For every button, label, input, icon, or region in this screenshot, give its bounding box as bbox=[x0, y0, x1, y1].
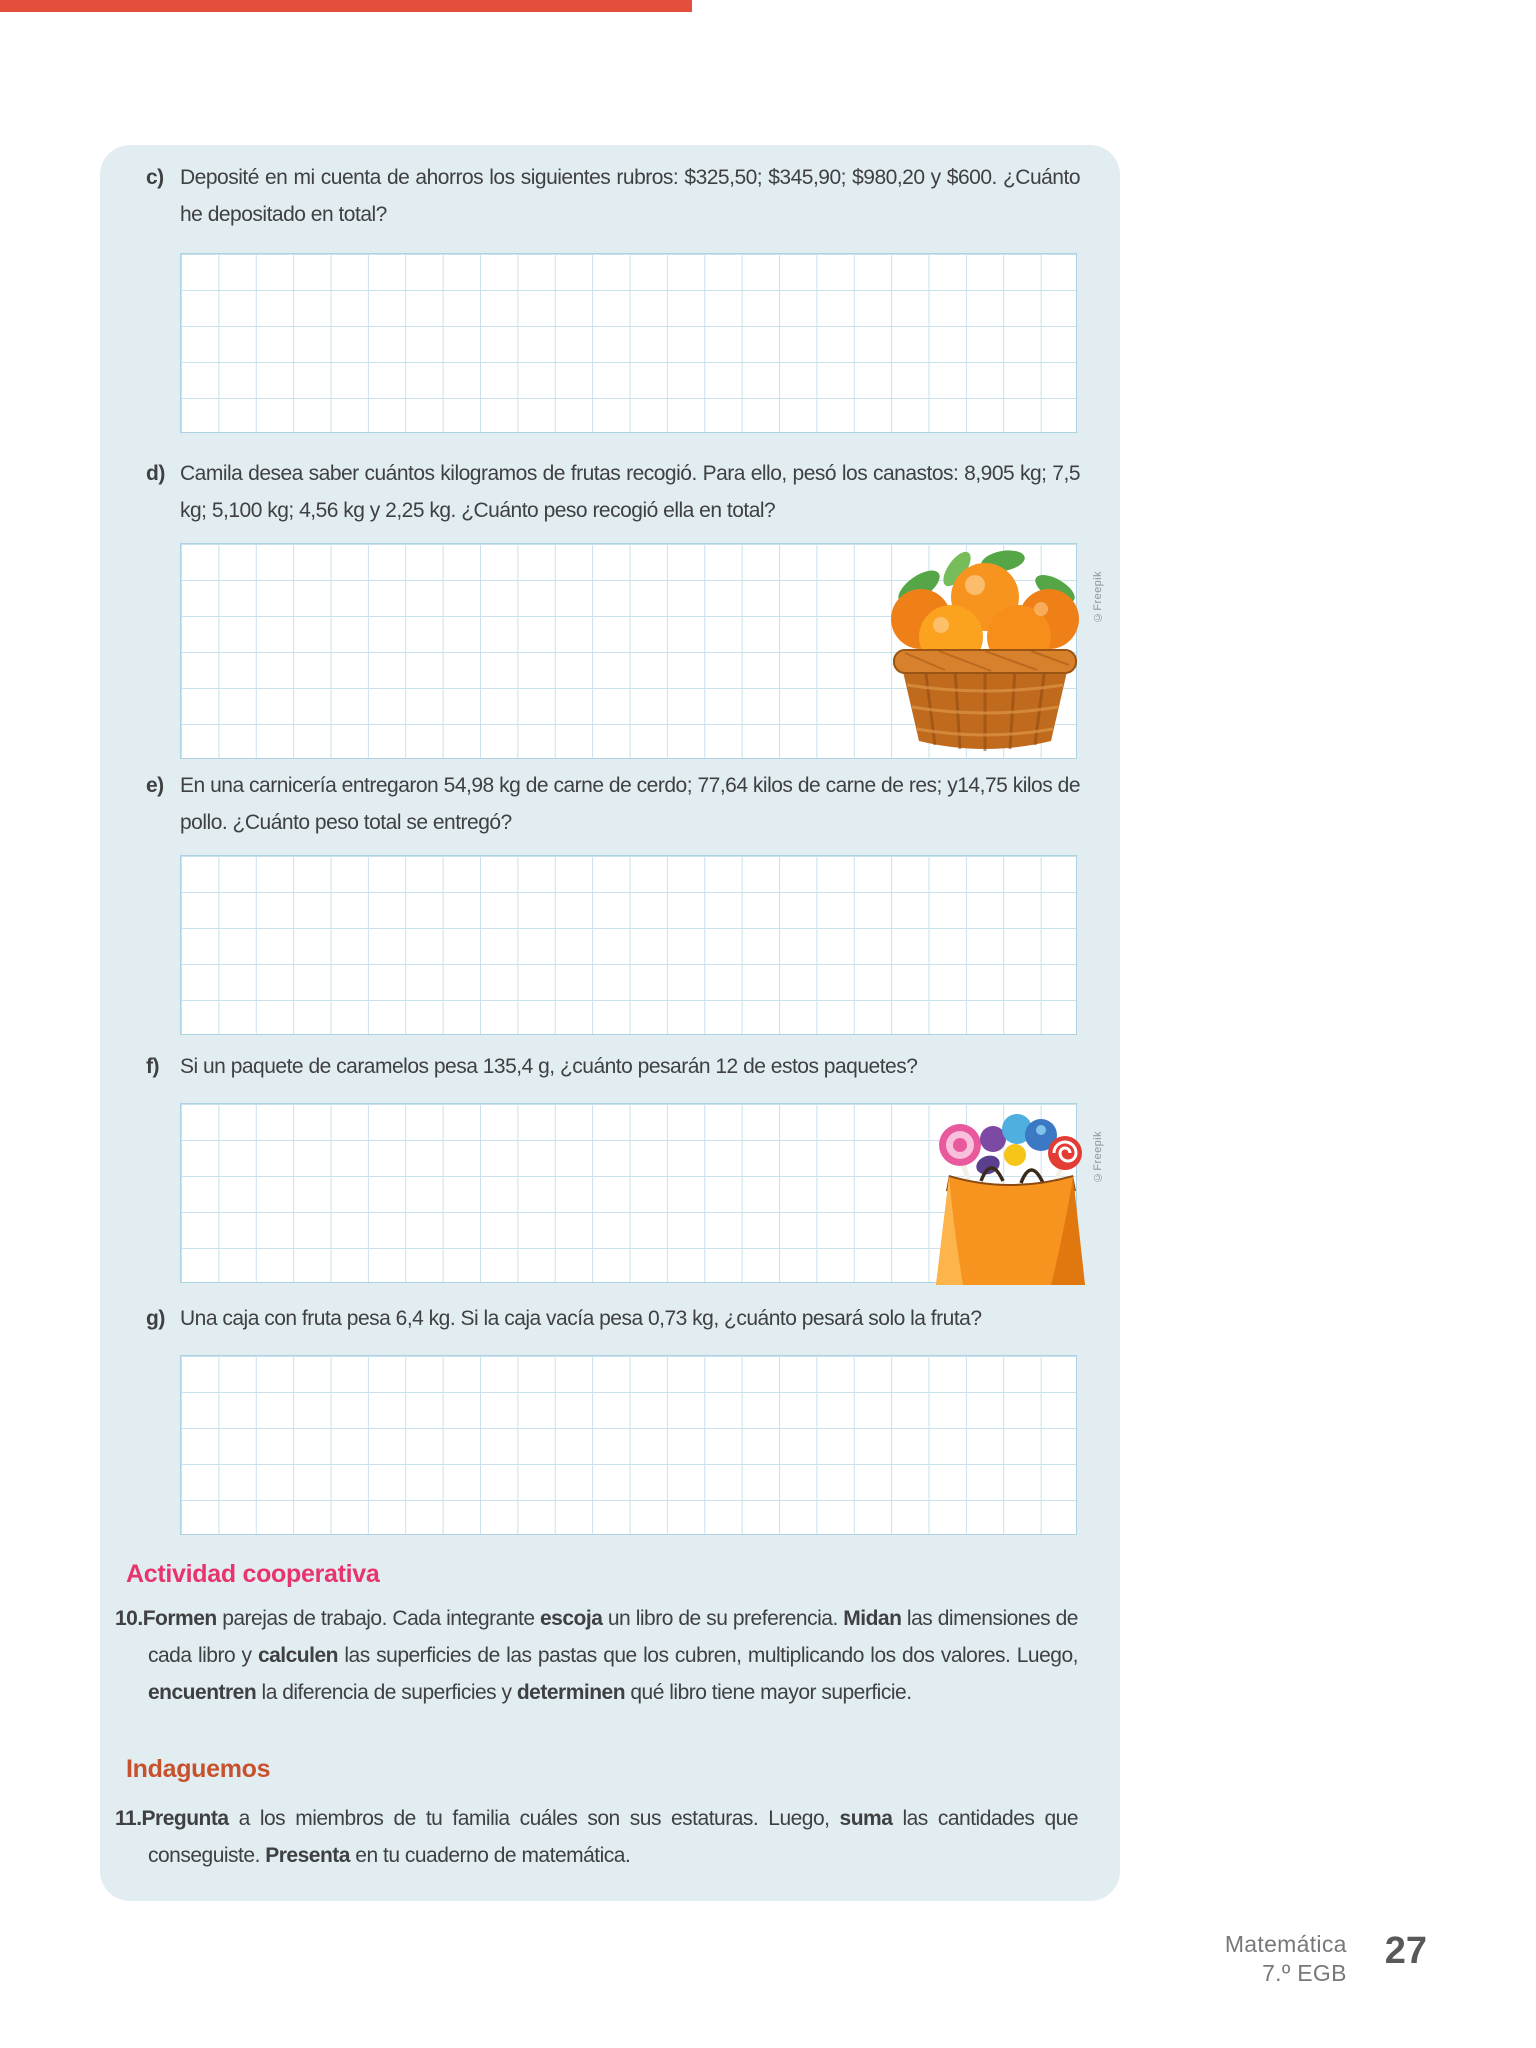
exercise-11-bold-word: Presenta bbox=[265, 1844, 350, 1867]
exercise-f-label: f) bbox=[146, 1055, 159, 1078]
exercise-11-text: las cantidades que conseguiste. bbox=[148, 1807, 1078, 1867]
exercise-10-bold-word: determinen bbox=[516, 1681, 626, 1704]
exercise-10-bold-word: escoja bbox=[540, 1607, 603, 1630]
exercise-c-text: Deposité en mi cuenta de ahorros los siguientes rubros: $325,50; $345,90; $980,20 y $600. ¿Cuánto he depositado en total? bbox=[180, 166, 1080, 226]
exercise-10-text: qué libro tiene mayor superficie. bbox=[625, 1681, 912, 1704]
exercise-panel bbox=[100, 145, 1120, 1901]
exercise-10-bold-word: Formen bbox=[142, 1607, 217, 1630]
answer-grid-e bbox=[180, 855, 1077, 1035]
candy-bag-image bbox=[933, 1105, 1088, 1292]
footer-book-title bbox=[1225, 1930, 1347, 1988]
exercise-10-text: un libro de su preferencia. bbox=[602, 1607, 844, 1630]
exercise-11-text: en tu cuaderno de matemática. bbox=[349, 1844, 631, 1867]
exercise-11-text: a los miembros de tu familia cuáles son sus estaturas. Luego, bbox=[228, 1807, 840, 1830]
exercise-10-text: las superficies de las pastas que los cubren, multiplicando los dos valores. Luego, bbox=[337, 1644, 1078, 1667]
candy-bag-illustration bbox=[933, 1105, 1088, 1292]
page-number: 27 bbox=[1384, 1930, 1427, 1972]
footer-subject: Matemática bbox=[1224, 1931, 1347, 1957]
exercise-g-label: g) bbox=[146, 1307, 165, 1330]
exercise-e-text: En una carnicería entregaron 54,98 kg de carne de cerdo; 77,64 kilos de carne de res; y14,75 kilos de pollo. ¿Cuánto peso total se entregó? bbox=[180, 774, 1080, 834]
exercise-11-bold-word: suma bbox=[839, 1807, 893, 1830]
image-credit-freepik-2: ©Freepik bbox=[1092, 1131, 1104, 1183]
exercise-11 bbox=[115, 1800, 1078, 1874]
fruit-basket-image bbox=[885, 543, 1085, 761]
exercise-c-label: c) bbox=[146, 166, 164, 189]
exercise-g-text: Una caja con fruta pesa 6,4 kg. Si la caja vacía pesa 0,73 kg, ¿cuánto pesará solo la fruta? bbox=[180, 1307, 982, 1330]
exercise-10-number: 10. bbox=[115, 1607, 143, 1630]
section-heading-indaguemos: Indaguemos bbox=[126, 1755, 271, 1783]
answer-grid-c bbox=[180, 253, 1077, 433]
exercise-11-number: 11. bbox=[115, 1807, 142, 1830]
exercise-10-text: la diferencia de superficies y bbox=[256, 1681, 517, 1704]
exercise-d-text: Camila desea saber cuántos kilogramos de frutas recogió. Para ello, pesó los canastos: 8,905 kg; 7,5 kg; 5,100 kg; 4,56 kg y 2,25 kg. ¿Cuánto peso recogió ella en total? bbox=[180, 462, 1080, 522]
exercise-10 bbox=[115, 1600, 1078, 1711]
image-credit-freepik-1: ©Freepik bbox=[1092, 571, 1104, 623]
exercise-10-bold-word: Midan bbox=[843, 1607, 902, 1630]
section-heading-actividad-cooperativa: Actividad cooperativa bbox=[126, 1560, 380, 1588]
answer-grid-g bbox=[180, 1355, 1077, 1535]
exercise-d-label: d) bbox=[146, 462, 165, 485]
exercise-10-text: parejas de trabajo. Cada integrante bbox=[216, 1607, 540, 1630]
exercise-10-bold-word: encuentren bbox=[148, 1681, 257, 1704]
exercise-11-bold-word: Pregunta bbox=[141, 1807, 229, 1830]
exercise-10-text: las dimensiones de cada libro y bbox=[148, 1607, 1078, 1667]
page-top-accent-bar bbox=[0, 0, 692, 12]
exercise-10-bold-word: calculen bbox=[257, 1644, 338, 1667]
page-footer bbox=[1225, 1930, 1427, 1988]
exercise-e-label: e) bbox=[146, 774, 164, 797]
exercise-f-text: Si un paquete de caramelos pesa 135,4 g, ¿cuánto pesarán 12 de estos paquetes? bbox=[180, 1055, 918, 1078]
fruit-basket-illustration bbox=[885, 543, 1085, 761]
footer-grade: 7.º EGB bbox=[1262, 1960, 1347, 1986]
